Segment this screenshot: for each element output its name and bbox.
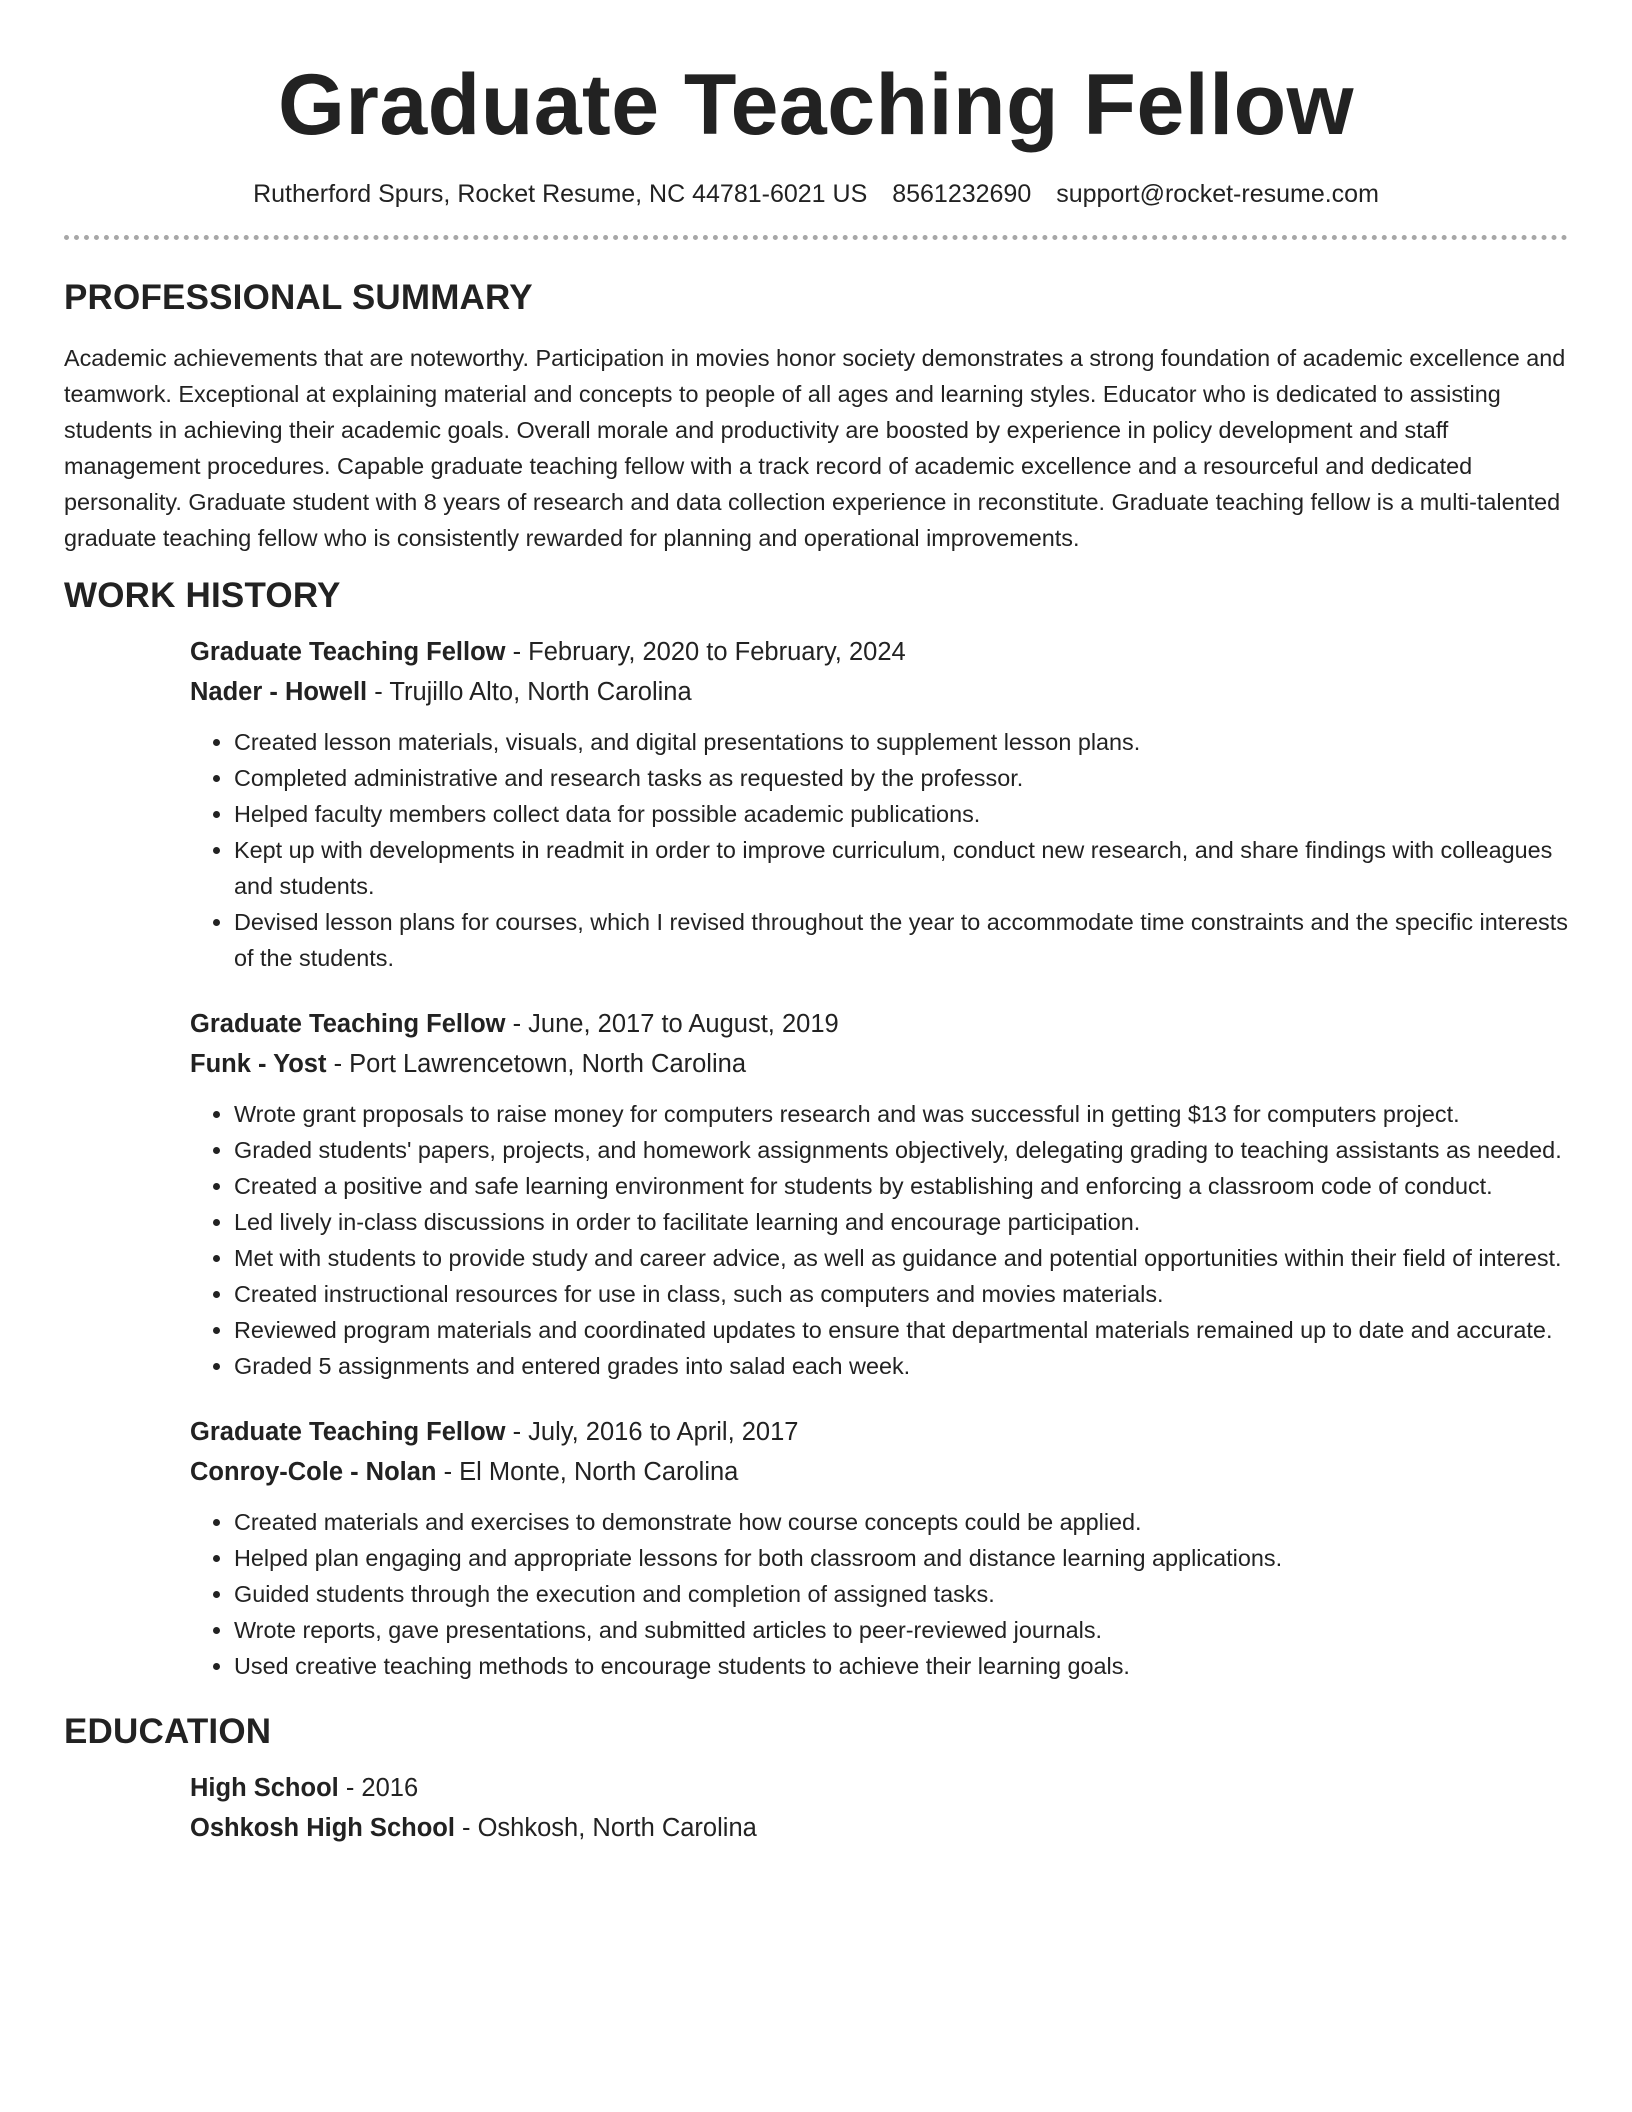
- resume-name: Graduate Teaching Fellow: [277, 57, 1355, 153]
- work-history-list: [190, 632, 1568, 1684]
- contact-line: [64, 180, 1568, 209]
- job-bullets: [190, 1504, 1568, 1684]
- education-degree-line: [190, 1768, 1568, 1808]
- list-item: • Wrote grant proposals to raise money for computers research and was successful in getting $13 for computers project.: [234, 1096, 1568, 1132]
- list-item: • Graded 5 assignments and entered grades into salad each week.: [234, 1348, 1568, 1384]
- list-item: • Reviewed program materials and coordinated updates to ensure that departmental materials remained up to date and accurate.: [234, 1312, 1568, 1348]
- section-title-work: WORK HISTORY: [64, 576, 341, 615]
- job-dates: - June, 2017 to August, 2019: [505, 1010, 839, 1038]
- education-entry: [190, 1768, 1568, 1848]
- job-role-line: [190, 1412, 1568, 1452]
- job-role-line: [190, 632, 1568, 672]
- section-title-education: EDUCATION: [64, 1712, 272, 1751]
- contact-address: Rutherford Spurs, Rocket Resume, NC 44781-6021 US: [253, 180, 868, 208]
- list-item: • Helped faculty members collect data for possible academic publications.: [234, 796, 1568, 832]
- education-location: - Oshkosh, North Carolina: [454, 1814, 757, 1842]
- job-role: Graduate Teaching Fellow: [190, 1010, 506, 1038]
- list-item: • Created a positive and safe learning environment for students by establishing and enforcing a classroom code of conduct.: [234, 1168, 1568, 1204]
- list-item: • Wrote reports, gave presentations, and submitted articles to peer-reviewed journals.: [234, 1612, 1568, 1648]
- contact-phone: 8561232690: [892, 180, 1032, 208]
- job-company-line: [190, 672, 1568, 712]
- job-location: - El Monte, North Carolina: [436, 1458, 739, 1486]
- list-item: • Created lesson materials, visuals, and digital presentations to supplement lesson plans.: [234, 724, 1568, 760]
- job-company: Nader - Howell: [190, 678, 368, 706]
- job-entry: [190, 632, 1568, 976]
- job-role: Graduate Teaching Fellow: [190, 1418, 506, 1446]
- job-location: - Trujillo Alto, North Carolina: [367, 678, 692, 706]
- list-item: • Graded students' papers, projects, and homework assignments objectively, delegating grading to teaching assistants as needed.: [234, 1132, 1568, 1168]
- job-role-line: [190, 1004, 1568, 1044]
- job-company: Funk - Yost: [190, 1050, 327, 1078]
- job-bullets: [190, 1096, 1568, 1384]
- list-item: • Kept up with developments in readmit in order to improve curriculum, conduct new research, and share findings with colleagues and students.: [234, 832, 1568, 904]
- list-item: • Devised lesson plans for courses, which I revised throughout the year to accommodate time constraints and the specific interests of the students.: [234, 904, 1568, 976]
- list-item: • Created instructional resources for use in class, such as computers and movies materials.: [234, 1276, 1568, 1312]
- job-role: Graduate Teaching Fellow: [190, 638, 506, 666]
- list-item: • Led lively in-class discussions in order to facilitate learning and encourage participation.: [234, 1204, 1568, 1240]
- list-item: • Completed administrative and research tasks as requested by the professor.: [234, 760, 1568, 796]
- education-school-line: [190, 1808, 1568, 1848]
- header-divider: [64, 235, 1568, 240]
- job-entry: [190, 1004, 1568, 1384]
- job-location: - Port Lawrencetown, North Carolina: [326, 1050, 747, 1078]
- education-year: - 2016: [338, 1774, 419, 1802]
- section-title-summary: PROFESSIONAL SUMMARY: [64, 278, 533, 317]
- job-bullets: [190, 724, 1568, 976]
- job-dates: - July, 2016 to April, 2017: [505, 1418, 799, 1446]
- list-item: • Used creative teaching methods to encourage students to achieve their learning goals.: [234, 1648, 1568, 1684]
- job-company-line: [190, 1044, 1568, 1084]
- education-degree: High School: [190, 1774, 339, 1802]
- job-company: Conroy-Cole - Nolan: [190, 1458, 437, 1486]
- job-entry: [190, 1412, 1568, 1684]
- list-item: • Met with students to provide study and career advice, as well as guidance and potential opportunities within their field of interest.: [234, 1240, 1568, 1276]
- list-item: • Guided students through the execution and completion of assigned tasks.: [234, 1576, 1568, 1612]
- contact-email: support@rocket-resume.com: [1056, 180, 1379, 208]
- summary-text: Academic achievements that are noteworthy. Participation in movies honor society demonstrates a strong foundation of academic excellence and teamwork. Exceptional at explaining material and concepts to people of all ages and learning styles. Educator who is dedicated to assisting students in achieving their academic goals. Overall morale and productivity are boosted by experience in policy development and staff management procedures. Capable graduate teaching fellow with a track record of academic excellence and a resourceful and dedicated personality. Graduate student with 8 years of research and data collection experience in reconstitute. Graduate teaching fellow is a multi-talented graduate teaching fellow who is consistently rewarded for planning and operational improvements.: [64, 345, 1566, 551]
- job-company-line: [190, 1452, 1568, 1492]
- list-item: • Created materials and exercises to demonstrate how course concepts could be applied.: [234, 1504, 1568, 1540]
- list-item: • Helped plan engaging and appropriate lessons for both classroom and distance learning applications.: [234, 1540, 1568, 1576]
- education-school: Oshkosh High School: [190, 1814, 455, 1842]
- job-dates: - February, 2020 to February, 2024: [505, 638, 906, 666]
